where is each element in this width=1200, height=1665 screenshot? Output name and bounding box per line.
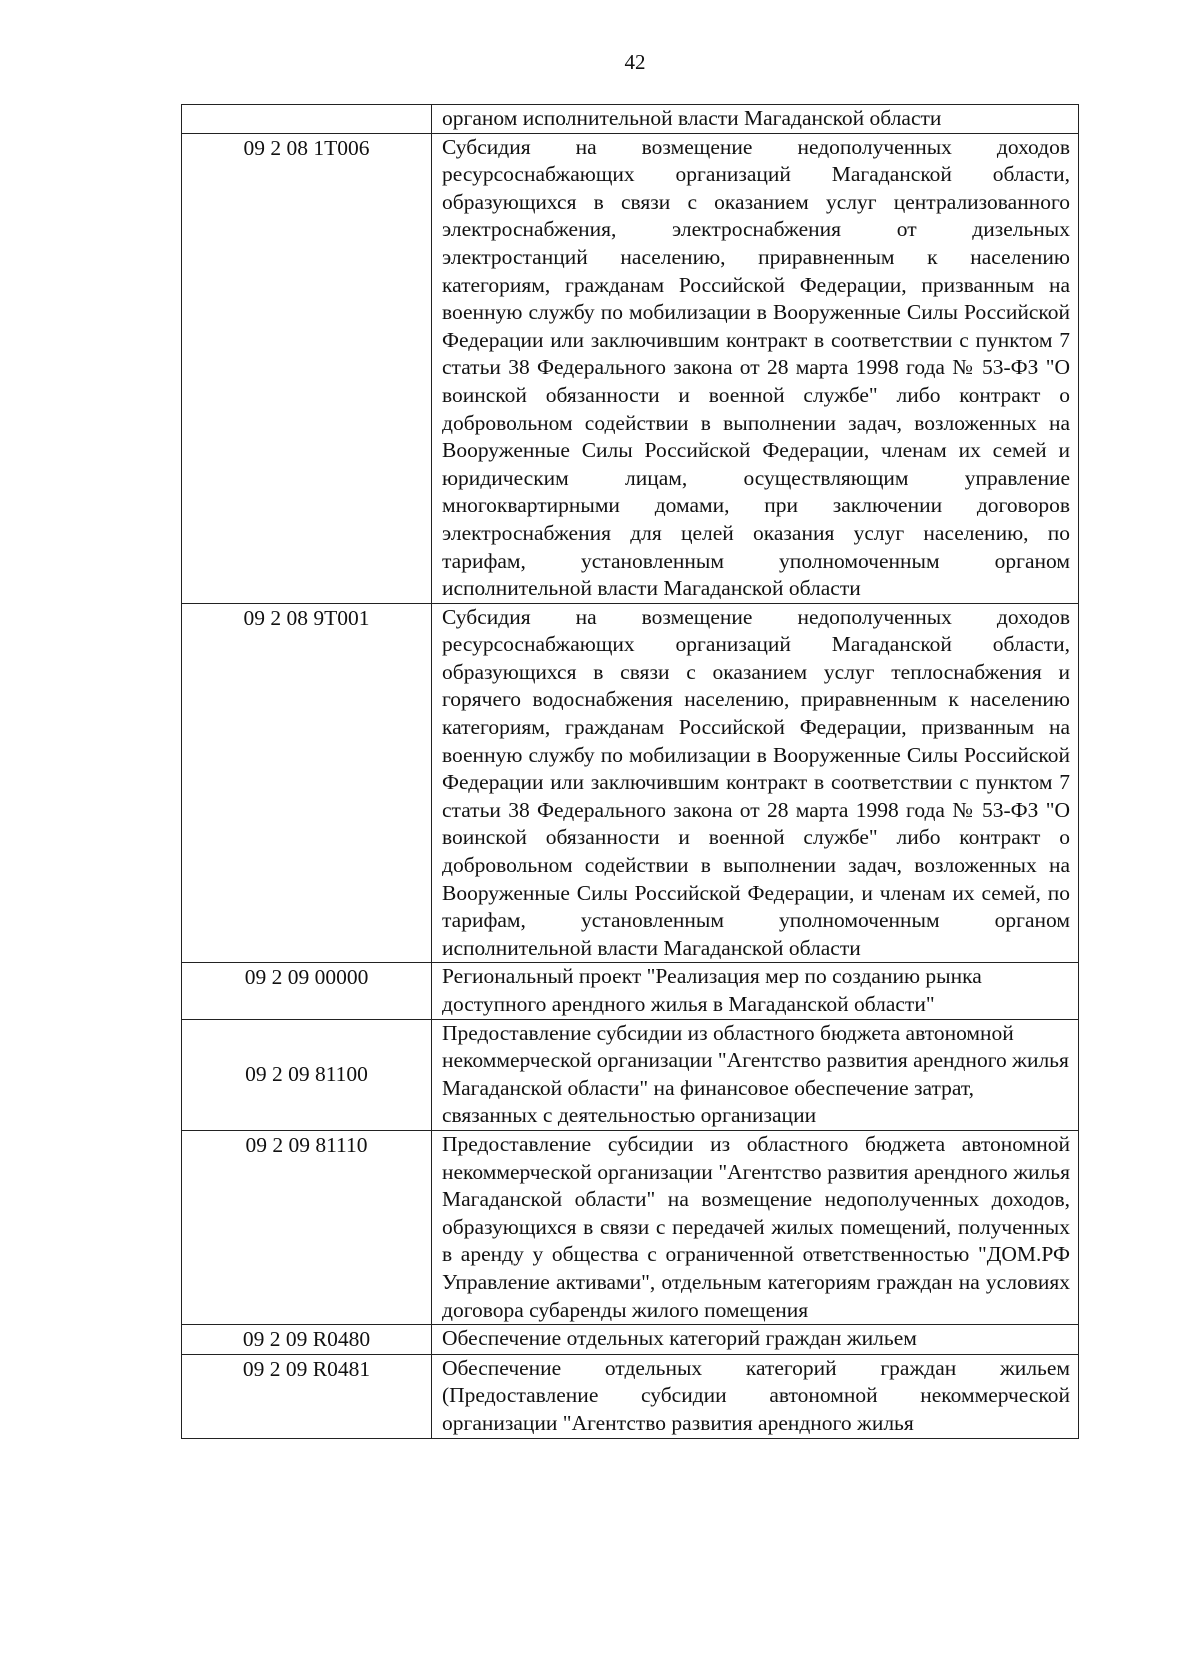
code-cell bbox=[182, 105, 432, 134]
code-cell: 09 2 09 00000 bbox=[182, 963, 432, 1019]
table-row bbox=[182, 1019, 1079, 1130]
code-cell: 09 2 09 R0481 bbox=[182, 1354, 432, 1438]
code-cell: 09 2 09 81100 bbox=[182, 1019, 432, 1130]
table-row bbox=[182, 1130, 1079, 1324]
table-row bbox=[182, 1354, 1079, 1438]
table-row bbox=[182, 105, 1079, 134]
description-cell: Обеспечение отдельных категорий граждан жильем bbox=[432, 1325, 1079, 1355]
description-cell: органом исполнительной власти Магаданской области bbox=[432, 105, 1079, 134]
table-row bbox=[182, 963, 1079, 1019]
page-number: 42 bbox=[624, 50, 646, 74]
table-row bbox=[182, 133, 1079, 603]
budget-code-table bbox=[181, 104, 1079, 1439]
description-cell: Предоставление субсидии из областного бюджета автономной некоммерческой организации "Агентство развития арендного жилья Магаданской области" на финансовое обеспечение затрат, связанных с деятельностью организации bbox=[432, 1019, 1079, 1130]
description-cell: Обеспечение отдельных категорий граждан жильем (Предоставление субсидии автономной некоммерческой организации "Агентство развития арендного жилья bbox=[432, 1354, 1079, 1438]
description-cell: Субсидия на возмещение недополученных доходов ресурсоснабжающих организаций Магаданской области, образующихся в связи с оказанием услуг теплоснабжения и горячего водоснабжения населению, приравненным к населению категориям, гражданам Российской Федерации, призванным на военную службу по мобилизации в Вооруженные Силы Российской Федерации или заключившим контракт в соответствии с пунктом 7 статьи 38 Федерального закона от 28 марта 1998 года № 53-ФЗ "О воинской обязанности и военной службе" либо контракт о добровольном содействии в выполнении задач, возложенных на Вооруженные Силы Российской Федерации, и членам их семей, по тарифам, установленным уполномоченным органом исполнительной власти Магаданской области bbox=[432, 603, 1079, 963]
description-cell: Субсидия на возмещение недополученных доходов ресурсоснабжающих организаций Магаданской области, образующихся в связи с оказанием услуг централизованного электроснабжения, электроснабжения от дизельных электростанций населению, приравненным к населению категориям, гражданам Российской Федерации, призванным на военную службу по мобилизации в Вооруженные Силы Российской Федерации или заключившим контракт в соответствии с пунктом 7 статьи 38 Федерального закона от 28 марта 1998 года № 53-ФЗ "О воинской обязанности и военной службе" либо контракт о добровольном содействии в выполнении задач, возложенных на Вооруженные Силы Российской Федерации, членам их семей и юридическим лицам, осуществляющим управление многоквартирными домами, при заключении договоров электроснабжения для целей оказания услуг населению, по тарифам, установленным уполномоченным органом исполнительной власти Магаданской области bbox=[432, 133, 1079, 603]
description-cell: Предоставление субсидии из областного бюджета автономной некоммерческой организации "Агентство развития арендного жилья Магаданской области" на возмещение недополученных доходов, образующихся в связи с передачей жилых помещений, полученных в аренду у общества с ограниченной ответственностью "ДОМ.РФ Управление активами", отдельным категориям граждан на условиях договора субаренды жилого помещения bbox=[432, 1130, 1079, 1324]
code-cell: 09 2 08 9Т001 bbox=[182, 603, 432, 963]
code-cell: 09 2 09 81110 bbox=[182, 1130, 432, 1324]
code-cell: 09 2 08 1Т006 bbox=[182, 133, 432, 603]
table-row bbox=[182, 603, 1079, 963]
code-cell: 09 2 09 R0480 bbox=[182, 1325, 432, 1355]
description-cell: Региональный проект "Реализация мер по созданию рынка доступного арендного жилья в Магаданской области" bbox=[432, 963, 1079, 1019]
table-row bbox=[182, 1325, 1079, 1355]
